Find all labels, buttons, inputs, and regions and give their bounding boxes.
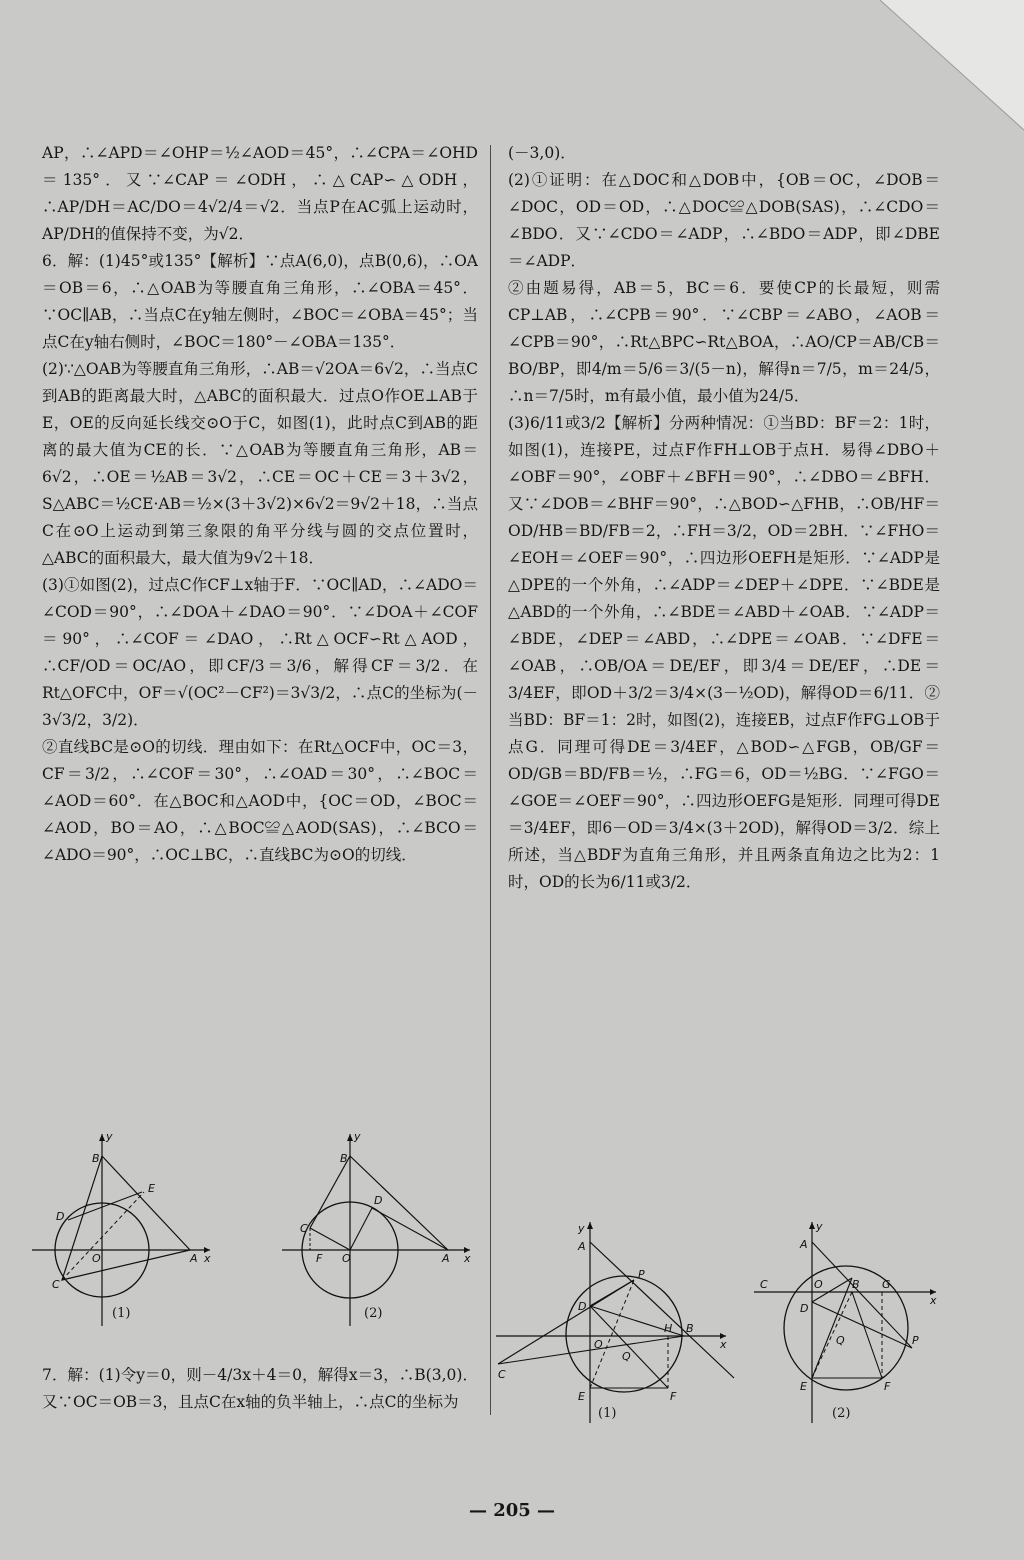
left-column-tail [42, 1362, 478, 1416]
svg-text:O: O [814, 1278, 823, 1291]
svg-text:y: y [106, 1130, 113, 1143]
column-divider [490, 145, 491, 1415]
svg-text:B: B [340, 1152, 348, 1165]
svg-text:x: x [720, 1338, 727, 1351]
svg-text:C: C [498, 1368, 506, 1381]
left-paragraph-4: (3)①如图(2)，过点C作CF⊥x轴于F．∵OC∥AD，∴∠ADO＝∠COD＝90°，∴∠DOA＋∠DAO＝90°．∵∠DOA＋∠COF＝90°，∴∠COF＝∠DAO，∴Rt△OCF∽Rt△AOD，∴CF/OD＝OC/AO，即CF/3＝3/6，解得CF＝3/2．在Rt△OFC中，OF＝√(OC²－CF²)＝3√3/2，∴点C的坐标为(－3√3/2，3/2)． [42, 576, 478, 729]
svg-text:A: A [578, 1240, 586, 1253]
left-paragraph-3: (2)∵△OAB为等腰直角三角形，∴AB＝√2OA＝6√2，∴当点C到AB的距离最大时，△ABC的面积最大．过点O作OE⊥AB于E，OE的反向延长线交⊙O于C，如图(1)，此时点C到AB的距离的最大值为CE的长．∵△OAB为等腰直角三角形，AB＝6√2，∴OE＝½AB＝3√2，∴CE＝OC＋CE＝3＋3√2，S△ABC＝½CE·AB＝½×(3＋3√2)×6√2＝9√2＋18，∴当点C在⊙O上运动到第三象限的角平分线与圆的交点位置时，△ABC的面积最大，最大值为9√2＋18． [42, 360, 478, 567]
left-figure-1-caption: (1) [112, 1306, 131, 1321]
svg-text:E: E [148, 1182, 155, 1195]
left-column [42, 140, 478, 869]
svg-text:P: P [638, 1268, 645, 1281]
svg-text:x: x [204, 1252, 211, 1265]
svg-text:P: P [912, 1334, 919, 1347]
left-figure-2 [280, 1128, 475, 1328]
svg-text:E: E [800, 1380, 807, 1393]
svg-text:D: D [800, 1302, 809, 1315]
svg-text:F: F [670, 1390, 677, 1403]
right-figure-2-caption: (2) [832, 1406, 851, 1421]
svg-text:C: C [300, 1222, 308, 1235]
right-figure-2-diagram [752, 1218, 942, 1428]
right-paragraph-4: (3)6/11或3/2【解析】分两种情况：①当BD：BF＝2：1时，如图(1)，连接PE，过点F作FH⊥OB于点H．易得∠DBO＋∠OBF＝90°，∠OBF＋∠BFH＝90°，∴∠DBO＝∠BFH．又∵∠DOB＝∠BHF＝90°，∴△BOD∽△FHB，∴OB/HF＝OD/HB＝BD/FB＝2，∴FH＝3/2，OD＝2BH．∵∠FHO＝∠EOH＝∠OEF＝90°，∴四边形OEFH是矩形．∵∠ADP是△DPE的一个外角，∴∠ADP＝∠DEP＋∠DPE．∵∠BDE是△ABD的一个外角，∴∠BDE＝∠ABD＋∠OAB．∵∠ADP＝∠BDE，∠DEP＝∠ABD，∴∠DPE＝∠OAB．∵∠DFE＝∠OAB，∴OB/OA＝DE/EF，即3/4＝DE/EF，∴DE＝3/4EF，即OD＋3/2＝3/4×(3－½OD)，解得OD＝6/11．②当BD：BF＝1：2时，如图(2)，连接EB，过点F作FG⊥OB于点G．同理可得DE＝3/4EF，△BOD∽△FGB，OB/GF＝OD/GB＝BD/FB＝½，∴FG＝6，OD＝½BG．∵∠FGO＝∠GOE＝∠OEF＝90°，∴四边形OEFG是矩形．同理可得DE＝3/4EF，即6－OD＝3/4×(3＋2OD)，解得OD＝3/2．综上所述，当△BDF为直角三角形，并且两条直角边之比为2：1时，OD的长为6/11或3/2． [508, 414, 940, 891]
svg-text:y: y [354, 1130, 361, 1143]
svg-text:B: B [92, 1152, 100, 1165]
left-paragraph-1: AP，∴∠APD＝∠OHP＝½∠AOD＝45°，∴∠CPA＝∠OHD＝135°．又∵∠CAP＝∠ODH，∴△CAP∽△ODH，∴AP/DH＝AC/DO＝4√2/4＝√2．当点P在AC弧上运动时，AP/DH的值保持不变，为√2． [42, 144, 478, 243]
svg-text:H: H [664, 1322, 673, 1335]
right-paragraph-3: ②由题易得，AB＝5，BC＝6．要使CP的长最短，则需CP⊥AB，∴∠CPB＝90°．∵∠CBP＝∠ABO，∠AOB＝∠CPB＝90°，∴Rt△BPC∽Rt△BOA，∴AO/CP＝AB/CB＝BO/BP，即4/m＝5/6＝3/(5－n)，解得n＝7/5，m＝24/5，∴n＝7/5时，m有最小值，最小值为24/5． [508, 279, 940, 405]
svg-text:x: x [930, 1294, 937, 1307]
svg-text:C: C [52, 1278, 60, 1291]
page-number: — 205 — [468, 1500, 556, 1521]
left-paragraph-5: ②直线BC是⊙O的切线．理由如下：在Rt△OCF中，OC＝3，CF＝3/2，∴∠COF＝30°，∴∠OAD＝30°，∴∠BOC＝∠AOD＝60°．在△BOC和△AOD中，{OC＝OD，∠BOC＝∠AOD，BO＝AO，∴△BOC≌△AOD(SAS)，∴∠BCO＝∠ADO＝90°，∴OC⊥BC，∴直线BC为⊙O的切线． [42, 738, 478, 864]
svg-text:x: x [464, 1252, 471, 1265]
svg-text:G: G [882, 1278, 891, 1291]
right-figure-1-diagram [494, 1218, 744, 1428]
svg-text:O: O [594, 1338, 603, 1351]
left-figure-2-caption: (2) [364, 1306, 383, 1321]
left-paragraph-2: 6．解：(1)45°或135°【解析】∵点A(6,0)，点B(0,6)，∴OA＝OB＝6，∴△OAB为等腰直角三角形，∴∠OBA＝45°．∵OC∥AB，∴当点C在y轴左侧时，∠BOC＝∠OBA＝45°；当点C在y轴右侧时，∠BOC＝180°－∠OBA＝135°． [42, 252, 478, 351]
svg-text:F: F [884, 1380, 891, 1393]
svg-text:O: O [92, 1252, 101, 1265]
svg-text:A: A [190, 1252, 198, 1265]
right-paragraph-2: (2)①证明：在△DOC和△DOB中，{OB＝OC，∠DOB＝∠DOC，OD＝OD，∴△DOC≌△DOB(SAS)，∴∠CDO＝∠BDO．又∵∠CDO＝∠ADP，∴∠BDO＝ADP，即∠DBE＝∠ADP． [508, 171, 940, 270]
svg-text:y: y [578, 1222, 585, 1235]
svg-text:A: A [800, 1238, 808, 1251]
svg-text:Q: Q [836, 1334, 845, 1347]
svg-text:B: B [852, 1278, 860, 1291]
svg-text:D: D [56, 1210, 65, 1223]
left-figure-1 [30, 1128, 215, 1328]
right-figure-1 [494, 1218, 744, 1428]
left-paragraph-6: 7．解：(1)令y＝0，则－4/3x＋4＝0，解得x＝3，∴B(3,0)．又∵OC＝OB＝3，且点C在x轴的负半轴上，∴点C的坐标为 [42, 1366, 478, 1411]
svg-text:y: y [816, 1220, 823, 1233]
svg-text:B: B [686, 1322, 694, 1335]
svg-text:D: D [374, 1194, 383, 1207]
svg-text:Q: Q [622, 1350, 631, 1363]
right-figure-1-caption: (1) [598, 1406, 617, 1421]
svg-text:A: A [442, 1252, 450, 1265]
right-column [508, 140, 940, 896]
svg-text:O: O [342, 1252, 351, 1265]
right-paragraph-1: (－3,0)． [508, 144, 576, 162]
svg-text:C: C [760, 1278, 768, 1291]
svg-text:D: D [578, 1300, 587, 1313]
svg-text:E: E [578, 1390, 585, 1403]
right-figure-2 [752, 1218, 942, 1428]
svg-text:F: F [316, 1252, 323, 1265]
left-figure-2-diagram [280, 1128, 475, 1328]
left-figure-1-diagram [30, 1128, 215, 1328]
